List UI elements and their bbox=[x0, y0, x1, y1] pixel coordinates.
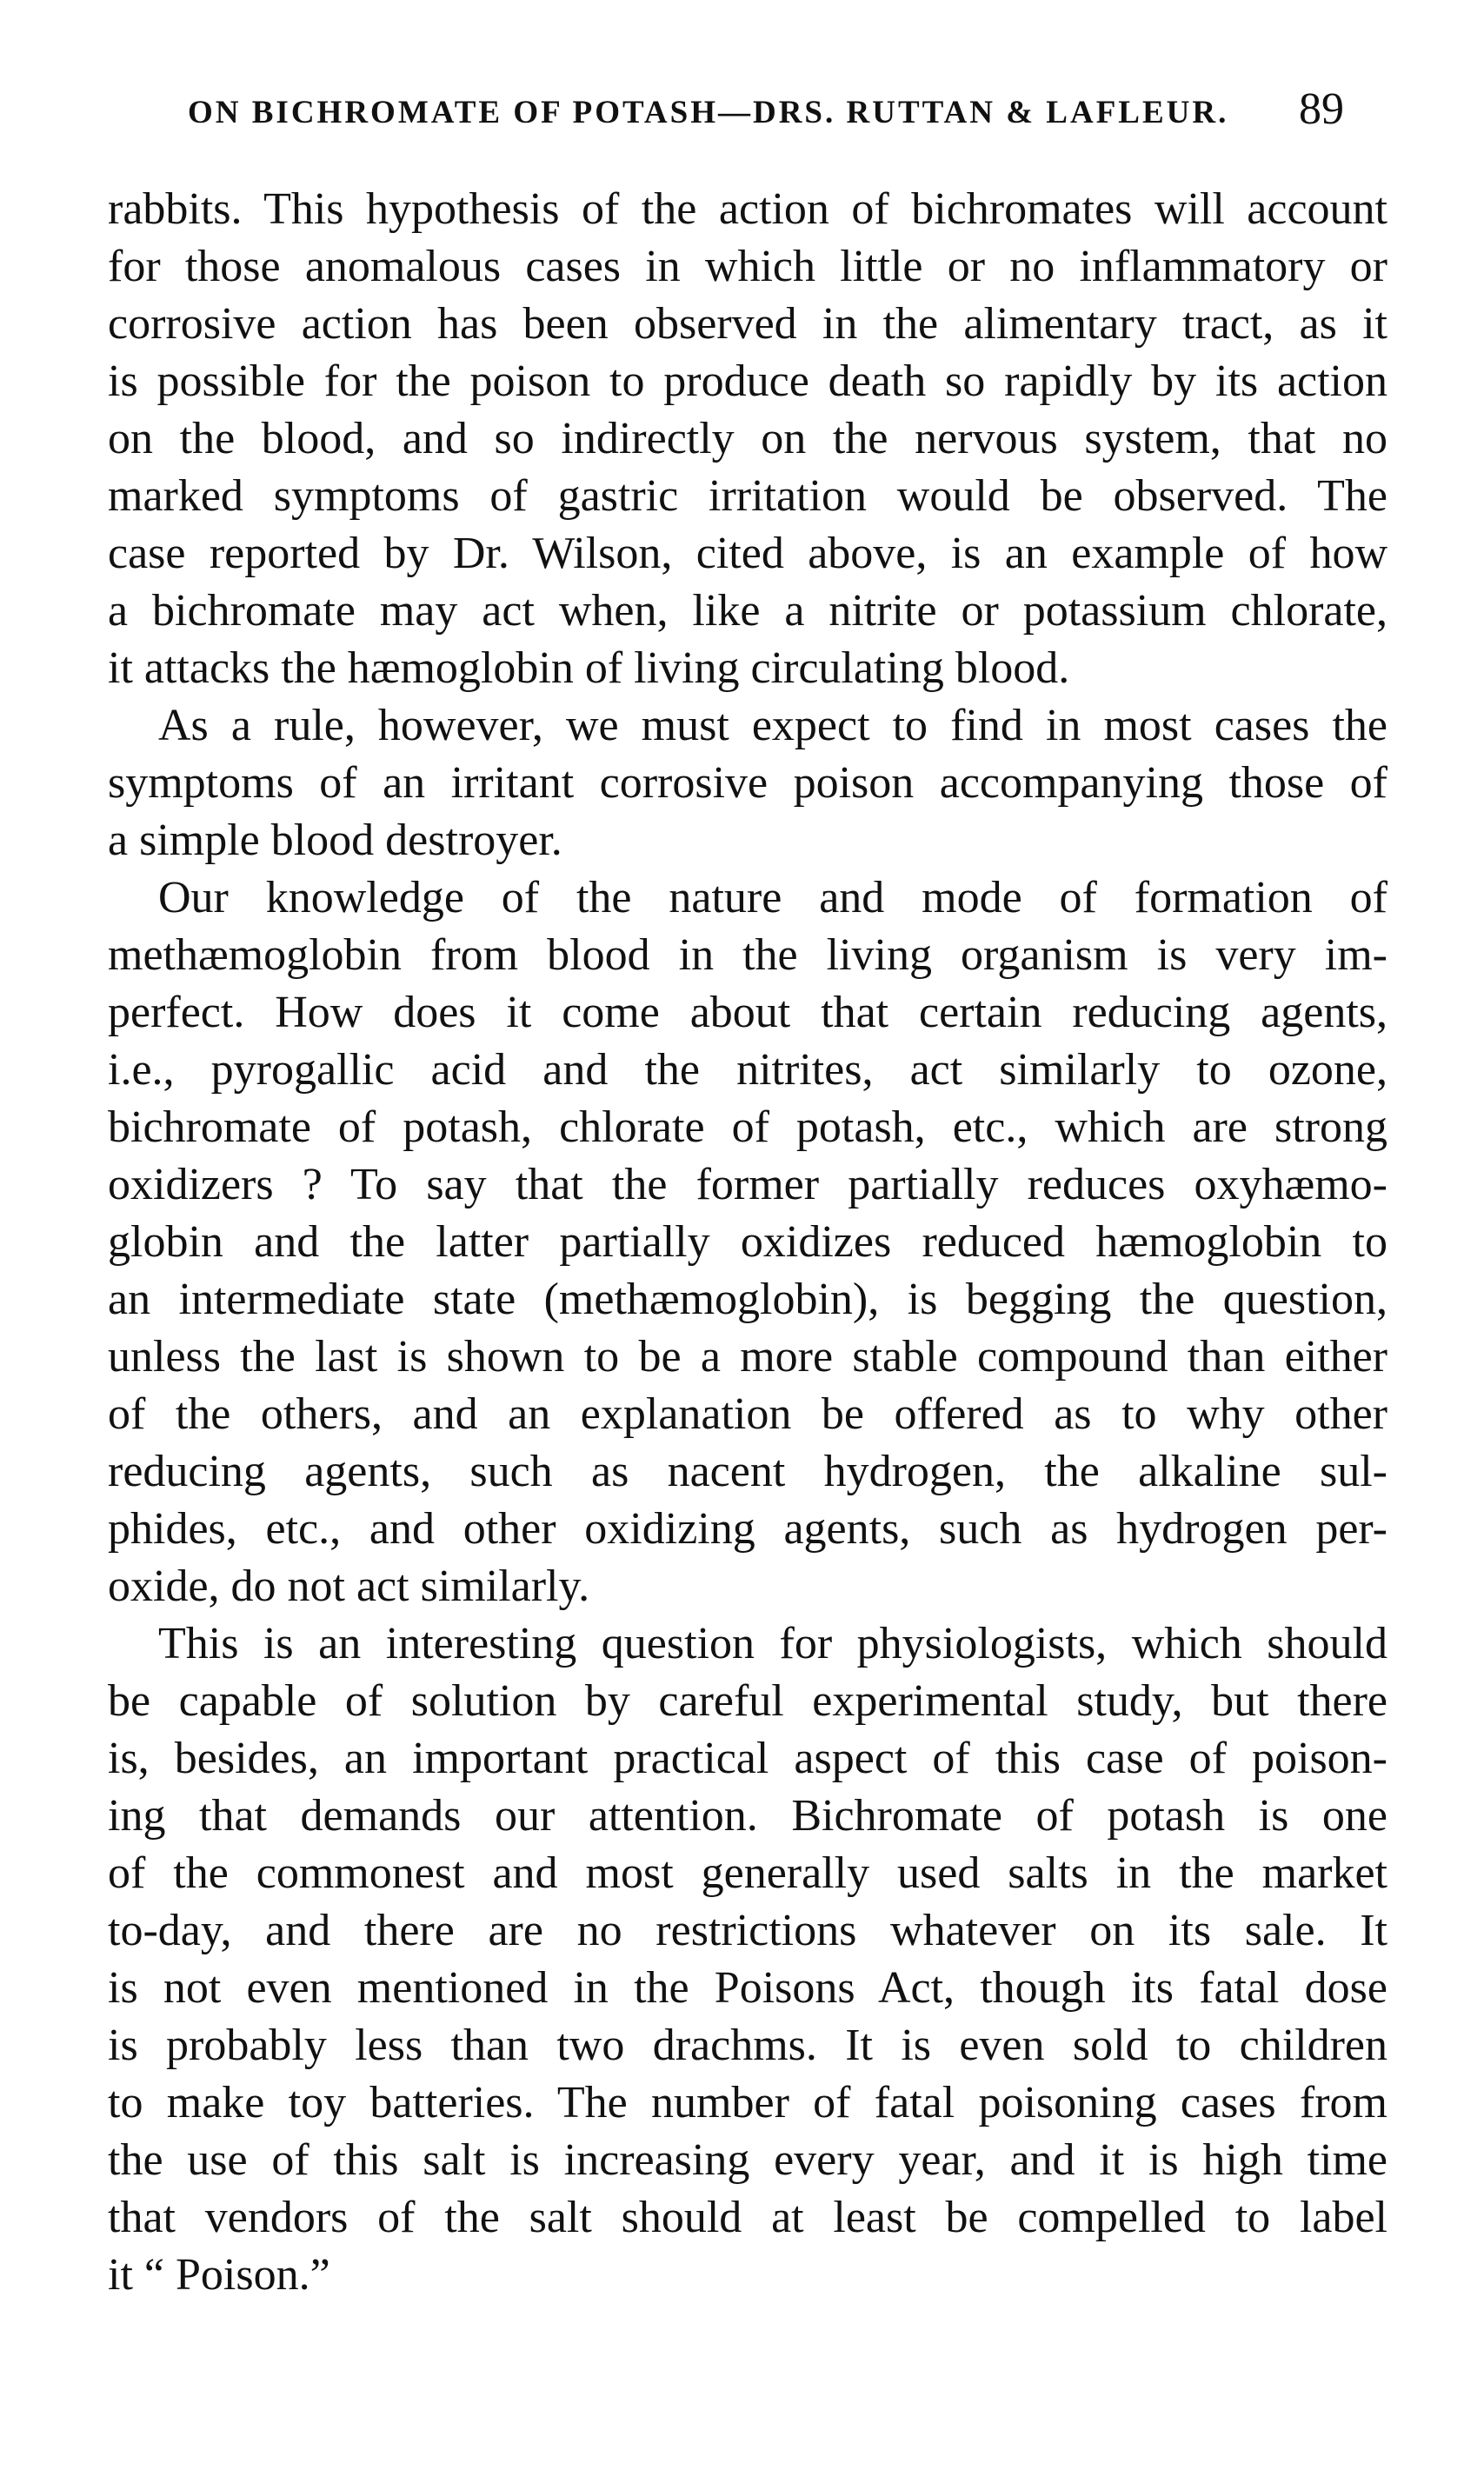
text-line: oxidizers ? To say that the former partially reduces oxyhæmo- bbox=[108, 1160, 1388, 1209]
text-line: of the others, and an explanation be offered as to why other bbox=[108, 1389, 1388, 1439]
text-line: ing that demands our attention. Bichromate of potash is one bbox=[108, 1791, 1388, 1841]
text-line: to make toy batteries. The number of fatal poisoning cases from bbox=[108, 2078, 1388, 2127]
text-line: that vendors of the salt should at least be compelled to label bbox=[108, 2193, 1388, 2242]
text-line: oxide, do not act similarly. bbox=[108, 1561, 590, 1611]
text-line: the use of this salt is increasing every year, and it is high time bbox=[108, 2135, 1388, 2185]
text-line: a bichromate may act when, like a nitrite or potassium chlorate, bbox=[108, 586, 1388, 636]
text-line: for those anomalous cases in which little or no inflammatory or bbox=[108, 242, 1388, 291]
running-title: ON BICHROMATE OF POTASH—DRS. RUTTAN & LAFLEUR. bbox=[188, 95, 1229, 130]
text-line: be capable of solution by careful experimental study, but there bbox=[108, 1676, 1388, 1726]
text-line: bichromate of potash, chlorate of potash, etc., which are strong bbox=[108, 1102, 1388, 1152]
text-line: phides, etc., and other oxidizing agents, such as hydrogen per- bbox=[108, 1504, 1388, 1554]
text-line: a simple blood destroyer. bbox=[108, 816, 562, 865]
text-line: is, besides, an important practical aspect of this case of poison- bbox=[108, 1734, 1388, 1783]
text-line: it attacks the hæmoglobin of living circulating blood. bbox=[108, 643, 1070, 693]
text-line: unless the last is shown to be a more stable compound than either bbox=[108, 1332, 1388, 1382]
text-line: marked symptoms of gastric irritation would be observed. The bbox=[108, 471, 1388, 521]
text-line: i.e., pyrogallic acid and the nitrites, act similarly to ozone, bbox=[108, 1045, 1388, 1095]
page-number: 89 bbox=[1299, 84, 1344, 134]
text-line: on the blood, and so indirectly on the nervous system, that no bbox=[108, 414, 1388, 463]
text-line: symptoms of an irritant corrosive poison accompanying those of bbox=[108, 758, 1388, 808]
text-line: globin and the latter partially oxidizes reduced hæmoglobin to bbox=[108, 1217, 1388, 1267]
text-line: is possible for the poison to produce death so rapidly by its action bbox=[108, 356, 1388, 406]
text-line: reducing agents, such as nacent hydrogen, the alkaline sul- bbox=[108, 1447, 1388, 1496]
text-line: corrosive action has been observed in the alimentary tract, as it bbox=[108, 299, 1388, 349]
paragraph-first-line: Our knowledge of the nature and mode of formation of bbox=[158, 873, 1388, 922]
text-line: rabbits. This hypothesis of the action of bichromates will account bbox=[108, 184, 1388, 234]
paragraph-first-line: As a rule, however, we must expect to find in most cases the bbox=[158, 701, 1388, 750]
text-line: methæmoglobin from blood in the living organism is very im- bbox=[108, 930, 1388, 980]
text-line: case reported by Dr. Wilson, cited above, is an example of how bbox=[108, 529, 1388, 578]
text-line: is probably less than two drachms. It is even sold to children bbox=[108, 2021, 1388, 2070]
body-text bbox=[108, 181, 1388, 2407]
text-line: it “ Poison.” bbox=[108, 2250, 330, 2300]
paragraph-first-line: This is an interesting question for physiologists, which should bbox=[158, 1619, 1388, 1668]
text-line: of the commonest and most generally used salts in the market bbox=[108, 1848, 1388, 1898]
text-line: is not even mentioned in the Poisons Act, though its fatal dose bbox=[108, 1963, 1388, 2013]
text-line: an intermediate state (methæmoglobin), is begging the question, bbox=[108, 1275, 1388, 1324]
text-line: to-day, and there are no restrictions whatever on its sale. It bbox=[108, 1906, 1388, 1955]
running-head bbox=[111, 77, 1381, 146]
text-line: perfect. How does it come about that certain reducing agents, bbox=[108, 988, 1388, 1037]
